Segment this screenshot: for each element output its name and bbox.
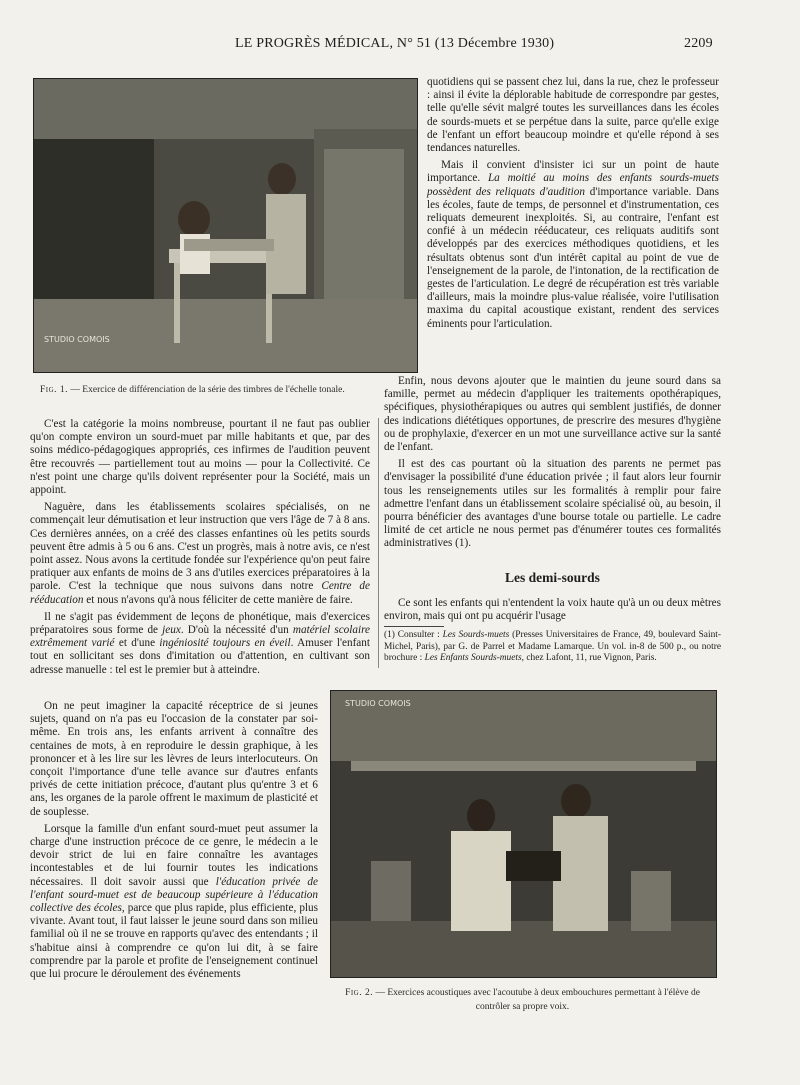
- left-column: [30, 418, 370, 677]
- text-run: Il ne s'agit pas évidemment de leçons de phonétique, mais d'exercices préparatoires sous forme de: [30, 610, 370, 637]
- paragraph: Ce sont les enfants qui n'entendent la voix haute qu'à un ou deux mètres environ, mais qui ont pu acquérir l'usage: [384, 597, 721, 623]
- figure-2-image: [331, 691, 716, 977]
- emphasis: Les Sourds-muets: [442, 630, 510, 640]
- figure-1-label: Fig. 1.: [40, 385, 69, 395]
- emphasis: La moitié au moins des enfants sourds-muets possèdent des reliquats d'audition: [427, 172, 719, 198]
- figure-1-caption: [40, 383, 410, 397]
- paragraph: Enfin, nous devons ajouter que le maintien du jeune sourd dans sa famille, permet au médecin d'appliquer les traitements opothérapiques, spécifiques, physiothérapiques ou autres qui semblent justifiés, de donner des indications diététiques opportunes, de prescrire des mesures d'hygiène ou de prophylaxie, d'exercer en un mot une surveillance active sur la santé de l'enfant.: [384, 375, 721, 454]
- figure-2-photo: [330, 690, 717, 978]
- text-run: et nous n'avons qu'à nous féliciter de cette manière de faire.: [83, 593, 353, 606]
- right-column-top: [427, 76, 719, 331]
- text-run: et d'une: [114, 637, 160, 650]
- paragraph: [30, 501, 370, 607]
- figure-1-image: [34, 79, 417, 372]
- text-run: , parce que plus rapide, plus efficiente, plus vivante. Avant tout, il faut laisser le jeune sourd dans son milieu familial où il ne se trouve en rapports qu'avec des entendants ; il s'habitue ainsi à comprendre ce qu'on lui dit, à se faire comprendre par la parole et profite de l'enseignement continuel que lui procure le déroulement des événements: [30, 902, 318, 981]
- paragraph: Il est des cas pourtant où la situation des parents ne permet pas d'envisager la possibilité d'une éducation privée ; il faut alors leur fournir tous les renseignements utiles sur les formalités à remplir pour faire admettre l'enfant dans un établissement scolaire spécialisé où, au besoin, il pourra bénéficier des avantages d'une bourse totale ou partielle. Le cadre limité de cet article ne nous permet pas d'énumérer toutes ces formalités administratives (1).: [384, 458, 721, 550]
- text-run: d'importance variable. Dans les écoles, faute de temps, de personnel et d'instrumentation, ces reliquats demeurent inexploités. Si, au contraire, l'enfant est confié à un médecin rééducateur, ces reliquats auditifs sont développés par des exercices méthodiques quotidiens, et les résultats obtenus sont d'un intérêt capital au point de vue de l'enseignement de la parole, de l'intonation, de la rectification de gestes de l'articulation. Le degré de récupération est très variable d'ailleurs, mais la moindre plus-value réalisée, voire l'utilisation maxima du capital acoustique existant, rendent des services éminents pour l'articulation.: [427, 185, 719, 330]
- footnote: [384, 630, 721, 665]
- right-column-continuation: [384, 597, 721, 623]
- emphasis: ingéniosité toujours en éveil: [159, 637, 291, 650]
- emphasis: Les Enfants Sourds-muets: [424, 653, 522, 664]
- paragraph: [30, 823, 318, 981]
- paragraph: On ne peut imaginer la capacité réceptrice de si jeunes sujets, quand on n'a pas eu l'occasion de la constater par soi-même. En trois ans, les enfants arrivent à connaître des centaines de mots, à en reproduire le dessin graphique, à les prononcer et à les lire sur les lèvres de leurs interlocuteurs. On conçoit l'importance d'une telle avance sur d'autres enfants privés de cette initiation précoce, d'autant plus qu'entre 3 et 6 ans, les organes de la parole offrent le maximum de plasticité et de souplesse.: [30, 700, 318, 818]
- left-column-bottom: [30, 700, 318, 981]
- paragraph: C'est la catégorie la moins nombreuse, pourtant il ne faut pas oublier qu'on compte environ un sourd-muet par mille habitants et que, par des soins médico-pédagogiques appropriés, ces infirmes de l'audition peuvent être recouvrés — partiellement tout au moins — pour la Collectivité. Ce n'est point une charge qu'ils doivent représenter pour la Société, mais un appoint.: [30, 418, 370, 497]
- text-run: (1) Consulter :: [384, 630, 443, 640]
- right-column-middle: [384, 375, 721, 551]
- figure-2-caption: [330, 986, 715, 1014]
- text-run: , chez Lafont, 11, rue Vignon, Paris.: [521, 653, 657, 664]
- paragraph: [427, 159, 719, 331]
- figure-1-watermark: STUDIO COMOIS: [44, 335, 110, 344]
- figure-2-label: Fig. 2.: [345, 988, 374, 998]
- page-number: 2209: [684, 36, 713, 51]
- text-run: (Presses Universitaires de France, 49, boulevard Saint-Michel, Paris), par G. de Parrel et Madame Lamarque. Un vol. in-8 de 500 p., ou notre brochure :: [384, 630, 721, 664]
- paragraph: [30, 611, 370, 677]
- figure-2-caption-text: — Exercices acoustiques avec l'acoutube à deux embouchures permettant à l'élève de contrôler sa propre voix.: [373, 988, 700, 1012]
- text-run: Lorsque la famille d'un enfant sourd-muet peut assumer la charge d'une instruction précoce de ce genre, le médecin a le devoir strict de lui en faire connaître les avantages incontestables et de lui fournir toutes les indications nécessaires. Il doit savoir aussi que: [30, 822, 318, 888]
- text-run: . Amuser l'enfant tout en sollicitant ses dons d'imitation ou d'attention, en cultivant son adresse manuelle : tel est le premier but à atteindre.: [30, 637, 370, 676]
- section-heading: Les demi-sourds: [505, 570, 600, 585]
- text-run: Mais il convient d'insister ici sur un point de haute importance.: [427, 159, 719, 185]
- figure-1-caption-text: — Exercice de différenciation de la série des timbres de l'échelle tonale.: [68, 385, 345, 395]
- emphasis: jeux: [162, 624, 181, 637]
- running-header: [0, 36, 800, 56]
- column-divider: [378, 418, 379, 668]
- emphasis: Centre de rééducation: [30, 580, 370, 606]
- paragraph: quotidiens qui se passent chez lui, dans la rue, chez le professeur : ainsi il évite la déplorable habitude de correspondre par gestes, telle qu'elle sévit malgré toutes les surveillances dans les écoles de sourds-muets et se perpétue dans la suite, parce qu'elle exige de l'enfant un effort beaucoup moindre et qu'elle répond à ses tendances naturelles.: [427, 76, 719, 155]
- emphasis: matériel scolaire extrêmement varié: [30, 624, 370, 650]
- journal-title: LE PROGRÈS MÉDICAL, N° 51 (13 Décembre 1930): [235, 36, 555, 51]
- figure-2-watermark: STUDIO COMOIS: [345, 699, 411, 708]
- text-run: Naguère, dans les établissements scolaires spécialisés, on ne commençait leur démutisation et leur instruction que vers l'âge de 7 à 8 ans. Ces dernières années, on a créé des classes enfantines où les petits sourds peuvent être admis à 5 ou 6 ans. C'est un progrès, mais à notre avis, ce n'est point assez. Nous avons la certitude fondée sur l'expérience qu'on peut faire pratiquer aux enfants de moins de 3 ans d'utiles exercices préparatoires à la parole. C'est la technique que nous suivons dans notre: [30, 501, 370, 593]
- text-run: . D'où la nécessité d'un: [180, 624, 293, 637]
- emphasis: l'éducation privée de l'enfant sourd-muet est de beaucoup supérieure à l'éducation collective des écoles: [30, 875, 318, 915]
- figure-1-photo: [33, 78, 418, 373]
- footnote-rule: [384, 626, 444, 627]
